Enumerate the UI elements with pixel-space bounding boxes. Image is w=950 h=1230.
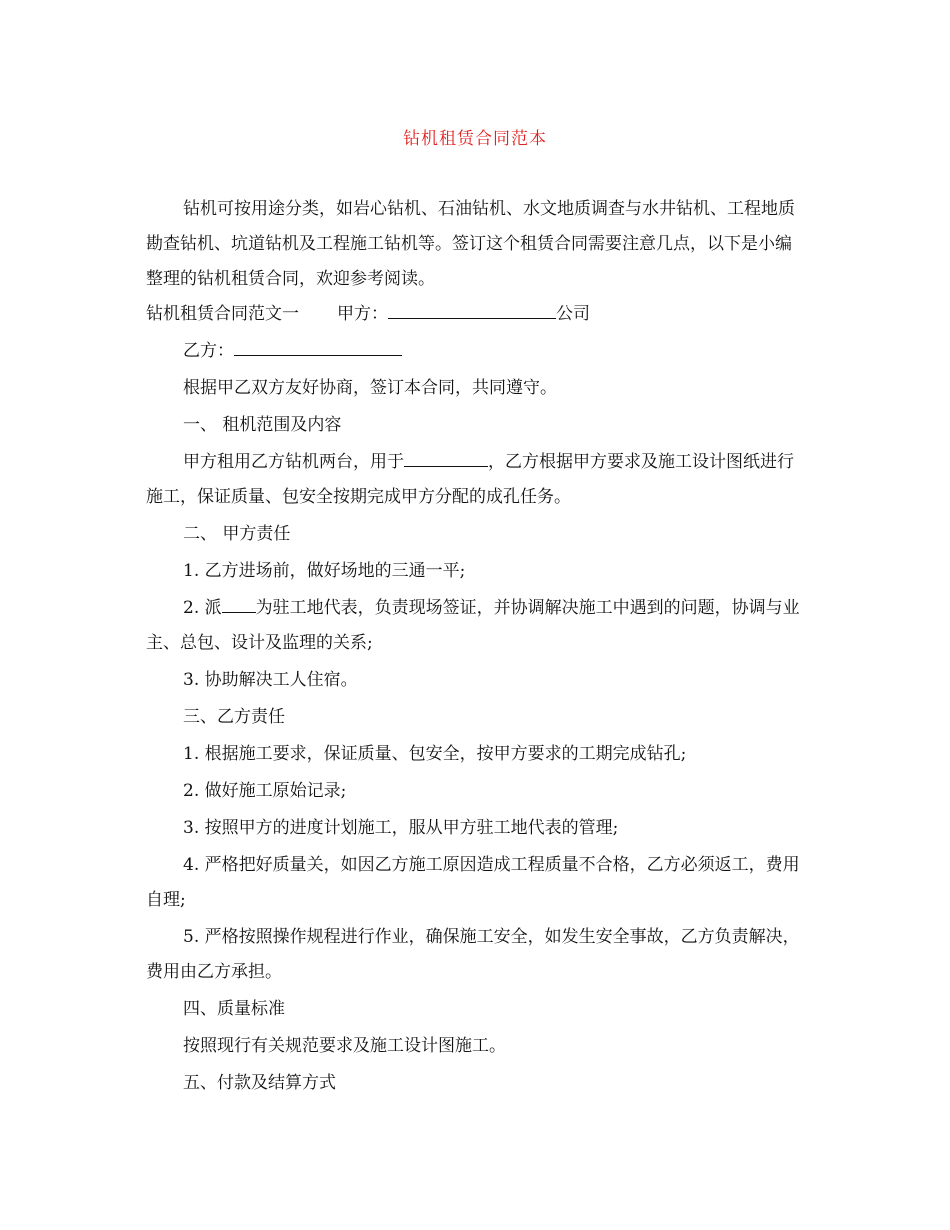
section-4-heading: 四、质量标准 [183, 999, 285, 1019]
sample-heading: 钻机租赁合同范文一 [146, 304, 299, 324]
section-2-item-1: 1. 乙方进场前，做好场地的三通一平; [183, 561, 466, 581]
section-1-text-after: ，乙方根据甲方要求及施工设计图纸进行施工，保证质量、包安全按期完成甲方分配的成孔任务。 [146, 452, 794, 507]
representative-blank[interactable] [222, 598, 256, 613]
section-2-item-2 [146, 591, 808, 661]
section-3-item-3: 3. 按照甲方的进度计划施工，服从甲方驻工地代表的管理; [183, 818, 619, 838]
section-5-heading: 五、付款及结算方式 [183, 1073, 336, 1093]
intro-paragraph: 钻机可按用途分类，如岩心钻机、石油钻机、水文地质调查与水井钻机、工程地质勘查钻机、坑道钻机及工程施工钻机等。签订这个租赁合同需要注意几点，以下是小编整理的钻机租赁合同，欢迎参考阅读。 [146, 199, 795, 289]
section-2-item-2-after: 为驻工地代表，负责现场签证，并协调解决施工中遇到的问题，协调与业主、总包、设计及监理的关系; [146, 598, 800, 653]
section-2-heading: 二、 甲方责任 [183, 524, 291, 544]
section-3-item-5: 5. 严格按照操作规程进行作业，确保施工安全，如发生安全事故，乙方负责解决，费用由乙方承担。 [146, 927, 800, 982]
party-a-blank[interactable] [388, 304, 556, 319]
party-a-suffix: 公司 [556, 304, 590, 324]
section-3-heading: 三、乙方责任 [183, 707, 285, 727]
section-1-blank[interactable] [404, 452, 488, 467]
section-1-text-before: 甲方租用乙方钻机两台，用于 [183, 452, 404, 472]
section-1-text [146, 445, 808, 515]
section-2-item-2-before: 2. 派 [183, 598, 222, 618]
sample-heading-line [146, 297, 808, 332]
document-title: 钻机租赁合同范本 [403, 129, 547, 149]
party-b-label: 乙方： [183, 341, 234, 361]
section-4-text: 按照现行有关规范要求及施工设计图施工。 [183, 1036, 506, 1056]
section-3-item-4: 4. 严格把好质量关，如因乙方施工原因造成工程质量不合格，乙方必须返工，费用自理; [146, 855, 800, 910]
document-body [146, 192, 808, 1101]
party-b-line [146, 334, 808, 369]
preamble-paragraph: 根据甲乙双方友好协商，签订本合同，共同遵守。 [183, 378, 557, 398]
section-2-item-3: 3. 协助解决工人住宿。 [183, 670, 358, 690]
section-1-heading: 一、 租机范围及内容 [183, 415, 342, 435]
party-a-label: 甲方： [337, 304, 388, 324]
section-3-item-2: 2. 做好施工原始记录; [183, 781, 347, 801]
party-b-blank[interactable] [234, 341, 402, 356]
section-3-item-1: 1. 根据施工要求，保证质量、包安全，按甲方要求的工期完成钻孔; [183, 744, 687, 764]
